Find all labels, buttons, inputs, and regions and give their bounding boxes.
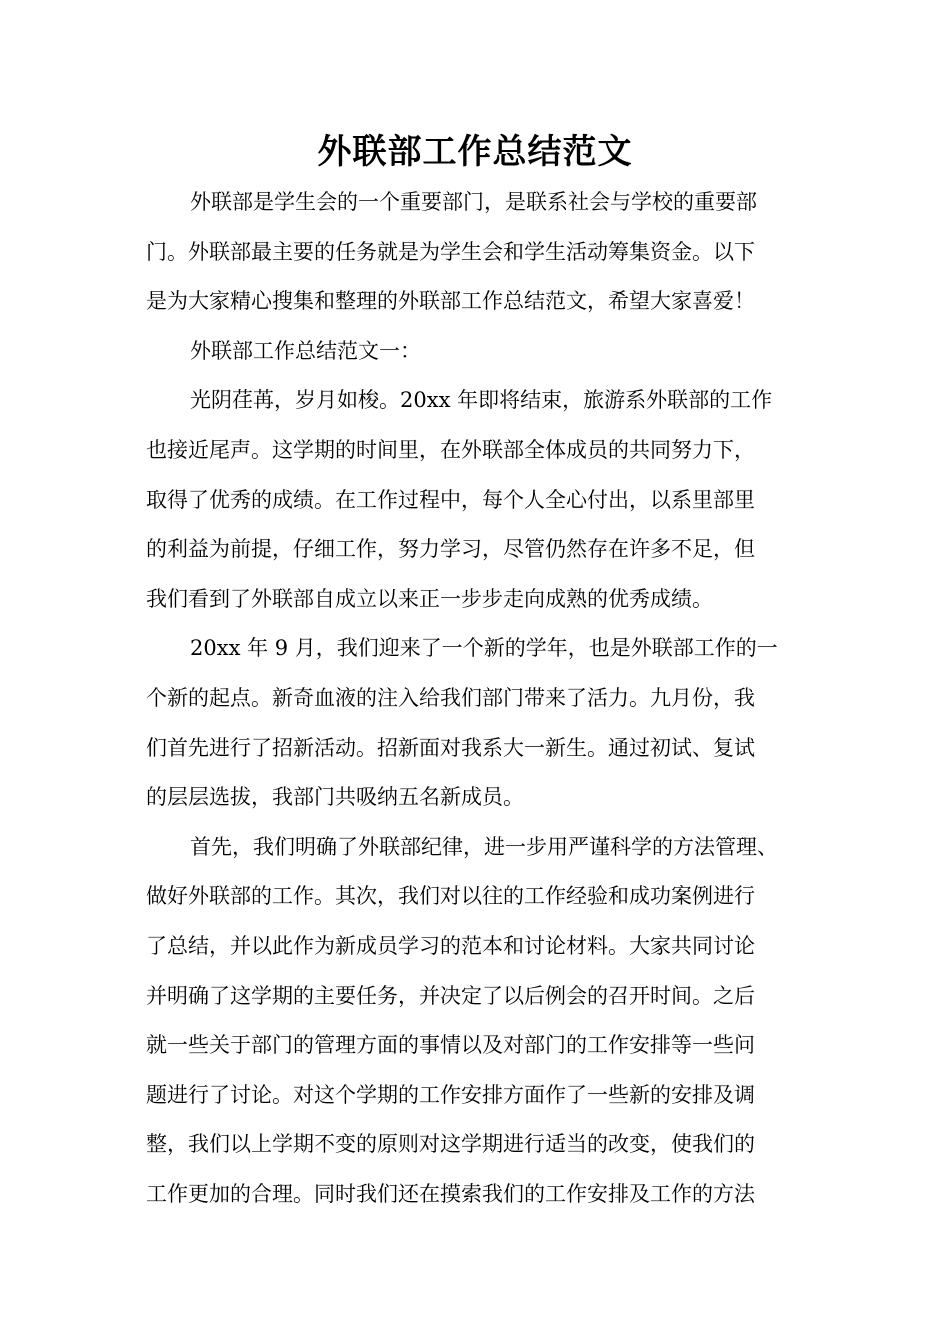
paragraph-line: 并明确了这学期的主要任务，并决定了以后例会的召开时间。之后 xyxy=(146,983,755,1008)
paragraph-line: 我们看到了外联部自成立以来正一步步走向成熟的优秀成绩。 xyxy=(146,586,713,611)
paragraph-line: 也接近尾声。这学期的时间里，在外联部全体成员的共同努力下， xyxy=(146,437,755,462)
paragraph-intro xyxy=(146,178,808,327)
paragraph-line: 外联部是学生会的一个重要部门，是联系社会与学校的重要部 xyxy=(190,190,757,214)
paragraph-line: 做好外联部的工作。其次，我们对以往的工作经验和成功案例进行 xyxy=(146,884,755,909)
paragraph-line: 首先，我们明确了外联部纪律，进一步用严谨科学的方法管理、 xyxy=(190,834,778,859)
section-heading-line: 外联部工作总结范文一： xyxy=(190,338,421,363)
paragraph-line: 整，我们以上学期不变的原则对这学期进行适当的改变，使我们的 xyxy=(146,1132,755,1157)
paragraph-line: 是为大家精心搜集和整理的外联部工作总结范文，希望大家喜爱！ xyxy=(146,289,755,314)
paragraph-line: 取得了优秀的成绩。在工作过程中，每个人全心付出，以系里部里 xyxy=(146,487,755,512)
paragraph-line: 就一些关于部门的管理方面的事情以及对部门的工作安排等一些问 xyxy=(146,1033,755,1058)
paragraph-line: 工作更加的合理。同时我们还在摸索我们的工作安排及工作的方法 xyxy=(146,1181,755,1206)
paragraph-line: 题进行了讨论。对这个学期的工作安排方面作了一些新的安排及调 xyxy=(146,1082,755,1107)
paragraph-line: 光阴荏苒，岁月如梭。20xx 年即将结束，旅游系外联部的工作 xyxy=(190,388,773,413)
paragraph-2 xyxy=(146,624,808,822)
paragraph-3 xyxy=(146,823,808,1220)
paragraph-line: 的层层选拔，我部门共吸纳五名新成员。 xyxy=(146,785,524,810)
paragraph-line: 的利益为前提，仔细工作，努力学习，尽管仍然存在许多不足，但 xyxy=(146,537,755,562)
paragraph-1 xyxy=(146,376,808,624)
section-heading xyxy=(146,327,808,377)
paragraph-line: 门。外联部最主要的任务就是为学生会和学生活动筹集资金。以下 xyxy=(146,239,755,264)
paragraph-line: 们首先进行了招新活动。招新面对我系大一新生。通过初试、复试 xyxy=(146,735,755,760)
paragraph-line: 了总结，并以此作为新成员学习的范本和讨论材料。大家共同讨论 xyxy=(146,933,755,958)
paragraph-line: 个新的起点。新奇血液的注入给我们部门带来了活力。九月份，我 xyxy=(146,685,755,710)
document-title: 外联部工作总结范文 xyxy=(317,132,633,172)
paragraph-line: 20xx 年 9 月，我们迎来了一个新的学年，也是外联部工作的一 xyxy=(190,636,778,661)
document-body xyxy=(146,178,808,1219)
